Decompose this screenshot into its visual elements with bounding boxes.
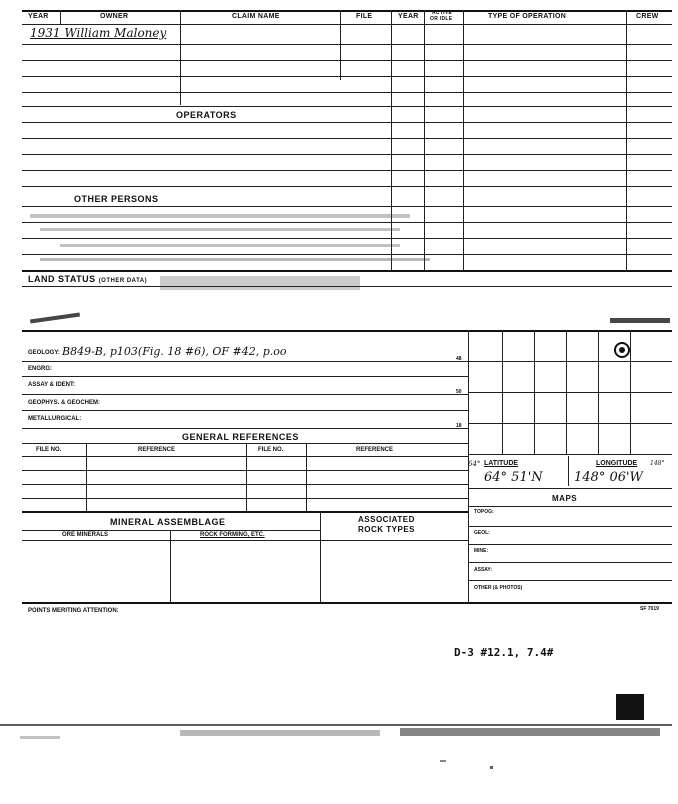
ref-reference-header: REFERENCE: [138, 447, 176, 453]
row-rule: [22, 186, 672, 187]
mineral-assemblage-heading: MINERAL ASSEMBLAGE: [110, 517, 226, 527]
scan-noise: [60, 244, 400, 247]
grid-h: [468, 454, 672, 455]
header-crew: CREW: [636, 13, 659, 20]
scan-noise: [30, 313, 80, 324]
location-marker-dot-icon: [619, 347, 625, 353]
form-code: SF 7019: [640, 606, 659, 612]
ref-reference-header-2: REFERENCE: [356, 447, 394, 453]
scan-noise: [30, 214, 410, 218]
maps-rule: [468, 526, 672, 527]
row-rule: [22, 122, 672, 123]
report-rule: [22, 470, 468, 471]
map-other: OTHER (& PHOTOS): [474, 585, 523, 591]
row-number-48: 48: [456, 356, 462, 362]
header-rule: [22, 24, 672, 25]
geology-label: GEOLOGY:: [28, 350, 60, 356]
engrg-label: ENGRG:: [28, 366, 52, 372]
header-active-2: OR IDLE: [430, 16, 453, 22]
operators-heading: OPERATORS: [176, 110, 237, 120]
grid-h: [468, 361, 672, 362]
col-div-5: [424, 10, 425, 270]
map-topog: TOPOG:: [474, 509, 494, 515]
longitude-label: LONGITUDE: [596, 460, 638, 467]
grid-h: [468, 392, 672, 393]
maps-rule: [468, 544, 672, 545]
longitude-value: 148° 06'W: [574, 470, 643, 485]
ref-file-no-header-2: FILE NO.: [258, 447, 284, 453]
scan-noise: [400, 728, 660, 736]
geology-value: B849-B, p103(Fig. 18 #6), OF #42, p.oo: [62, 345, 287, 358]
ore-minerals-header: ORE MINERALS: [62, 532, 109, 538]
report-rule: [22, 394, 468, 395]
header-type-of-operation: TYPE OF OPERATION: [488, 13, 567, 20]
scan-noise: [20, 736, 60, 739]
col-div-6: [463, 10, 464, 270]
row-number-18: 18: [456, 423, 462, 429]
col-div-2: [180, 10, 181, 105]
row-rule: [22, 76, 672, 77]
row-rule: [22, 254, 672, 255]
ref-div: [86, 443, 87, 511]
latitude-label: LATITUDE: [484, 460, 519, 467]
map-mine: MINE:: [474, 548, 489, 554]
row-rule: [22, 44, 672, 45]
scan-block: [616, 694, 644, 720]
header-owner: OWNER: [100, 13, 129, 20]
scan-noise: [490, 766, 493, 769]
latitude-value: 64° 51'N: [484, 470, 543, 485]
points-meriting-attention: POINTS MERITING ATTENTION:: [28, 608, 119, 614]
other-persons-heading: OTHER PERSONS: [74, 194, 159, 204]
form-bottom-rule: [22, 602, 672, 604]
geophys-label: GEOPHYS. & GEOCHEM:: [28, 400, 101, 406]
col-div-1: [60, 10, 61, 24]
mineral-div: [170, 530, 171, 602]
maps-rule: [468, 580, 672, 581]
owner-entry: 1931 William Maloney: [30, 26, 167, 40]
land-status-heading: [28, 274, 147, 284]
row-rule: [22, 92, 672, 93]
ref-file-no-header: FILE NO.: [36, 447, 62, 453]
scan-noise: [0, 724, 672, 726]
scan-noise: [40, 258, 430, 261]
mineral-rule: [22, 540, 468, 541]
general-references-heading: GENERAL REFERENCES: [182, 432, 299, 442]
row-rule: [22, 106, 672, 107]
col-div-7: [626, 10, 627, 270]
header-year-2: YEAR: [398, 13, 419, 20]
grid-h: [468, 423, 672, 424]
scan-noise: [160, 276, 360, 290]
maps-heading: MAPS: [552, 494, 578, 503]
scan-noise: [440, 760, 446, 762]
header-year: YEAR: [28, 13, 49, 20]
row-rule: [22, 138, 672, 139]
report-rule: [22, 410, 468, 411]
associated-heading-2: ROCK TYPES: [358, 525, 416, 534]
report-rule: [22, 498, 468, 499]
report-rule: [22, 484, 468, 485]
mineral-top-rule: [22, 511, 468, 513]
map-geol: GEOL:: [474, 530, 490, 536]
scan-noise: [40, 228, 400, 231]
assay-ident-label: ASSAY & IDENT:: [28, 382, 76, 388]
header-claim-name: CLAIM NAME: [232, 13, 280, 20]
row-rule: [22, 222, 672, 223]
col-div-4: [391, 10, 392, 270]
report-rule: [22, 443, 468, 444]
associated-heading-1: ASSOCIATED: [358, 515, 415, 524]
row-rule: [22, 238, 672, 239]
row-rule: [22, 170, 672, 171]
scan-noise: [180, 730, 380, 736]
report-top-rule: [22, 330, 672, 332]
top-rule: [22, 10, 672, 12]
latlong-rule: [468, 488, 672, 489]
land-status-sub: (OTHER DATA): [98, 278, 148, 284]
report-rule: [22, 428, 468, 429]
latlong-div: [568, 456, 569, 486]
scan-noise: [610, 318, 670, 323]
report-rule: [22, 376, 468, 377]
land-status-rule: [22, 270, 672, 272]
report-rule: [22, 361, 468, 362]
header-file: FILE: [356, 13, 373, 20]
row-rule: [22, 206, 672, 207]
ref-div: [246, 443, 247, 511]
row-rule: [22, 60, 672, 61]
row-rule: [22, 154, 672, 155]
maps-rule: [468, 506, 672, 507]
typed-note: D-3 #12.1, 7.4#: [454, 646, 554, 659]
mineral-rule: [22, 530, 320, 531]
header-active-1: ACTIVE: [432, 10, 453, 16]
row-number-50: 50: [456, 389, 462, 395]
location-marker-icon: [614, 342, 630, 358]
metallurgical-label: METALLURGICAL:: [28, 416, 82, 422]
ref-div: [306, 443, 307, 511]
mineral-div: [320, 511, 321, 602]
lat-prefix: 64°: [468, 460, 481, 468]
col-div-3: [340, 10, 341, 80]
report-rule: [22, 456, 468, 457]
maps-rule: [468, 562, 672, 563]
long-suffix: 148°: [650, 460, 665, 467]
land-status-label: LAND STATUS: [28, 274, 96, 284]
rock-forming-header: ROCK FORMING, ETC.: [200, 532, 265, 538]
map-assay: ASSAY:: [474, 567, 493, 573]
